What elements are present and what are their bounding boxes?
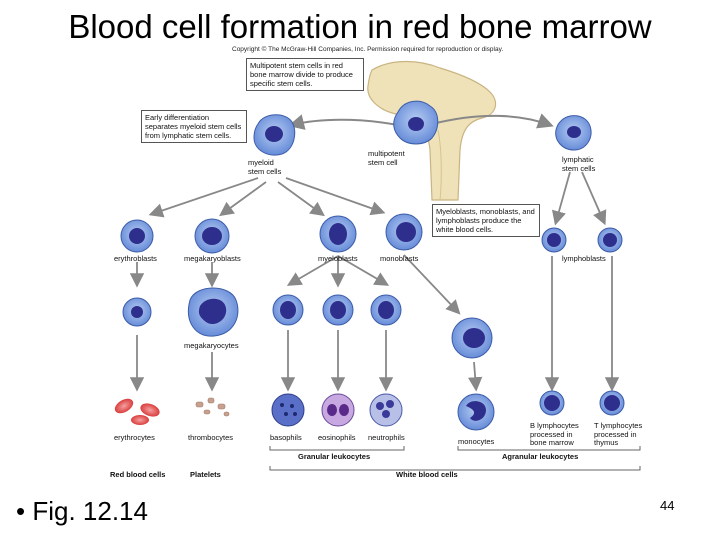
label-megakaryocytes: megakaryocytes xyxy=(184,341,239,350)
lymphatic-stem-cell xyxy=(556,116,591,150)
label-erythroblasts: erythroblasts xyxy=(114,254,157,263)
label-multipotent: multipotent stem cell xyxy=(368,149,405,167)
arrow-myeloid-myeloblast xyxy=(278,182,322,214)
note-early-differentiation: Early differentiation separates myeloid stem cells from lymphatic stem cells. xyxy=(141,110,247,143)
label-red-blood-cells: Red blood cells xyxy=(110,470,166,479)
label-erythrocytes: erythrocytes xyxy=(114,433,155,442)
arrow-to-myeloid xyxy=(292,120,398,125)
arrow-myeloid-monoblast xyxy=(286,178,382,212)
monoblast-cell xyxy=(386,214,422,250)
label-myeloid: myeloid stem cells xyxy=(248,158,282,176)
label-lymphatic: lymphatic stem cells xyxy=(562,155,596,173)
label-lymphoblasts: lymphoblasts xyxy=(562,254,606,263)
page-number: 44 xyxy=(660,498,675,513)
erythrocytes-cells xyxy=(112,396,161,425)
label-agranular-leukocytes: Agranular leukocytes xyxy=(502,452,579,461)
promyelocyte-cell-1 xyxy=(273,295,303,325)
note-stem-divide: Multipotent stem cells in red bone marrow divide to produce specific stem cells. xyxy=(246,58,364,91)
label-thrombocytes: thrombocytes xyxy=(188,433,234,442)
monocyte-cell xyxy=(458,394,494,430)
myeloid-stem-cell xyxy=(254,115,295,155)
label-eosinophils: eosinophils xyxy=(318,433,356,442)
label-platelets: Platelets xyxy=(190,470,221,479)
label-granular-leukocytes: Granular leukocytes xyxy=(298,452,371,461)
arrow-lymphatic-t xyxy=(582,172,604,222)
slide-title: Blood cell formation in red bone marrow xyxy=(68,8,652,45)
neutrophil-cell xyxy=(370,394,402,426)
note-blasts: Myeloblasts, monoblasts, and lymphoblasts produce the white blood cells. xyxy=(432,204,540,237)
megakaryocyte-cell xyxy=(188,288,238,336)
bullet-item: • Fig. 12.14 xyxy=(16,496,148,526)
eosinophil-cell xyxy=(322,394,354,426)
bullet-text: Fig. 12.14 xyxy=(32,496,148,526)
promyelocyte-cell-3 xyxy=(371,295,401,325)
label-t-lymphocytes: T lymphocytes processed in thymus xyxy=(594,421,643,447)
arrow-lymphatic-b xyxy=(556,172,570,222)
b-lymphocyte-cell xyxy=(540,391,564,415)
label-myeloblasts: myeloblasts xyxy=(318,254,358,263)
t-lymphocyte-cell xyxy=(600,391,624,415)
basophil-cell xyxy=(272,394,304,426)
promonocyte-cell xyxy=(452,318,492,358)
label-basophils: basophils xyxy=(270,433,302,442)
myeloblast-cell xyxy=(320,216,356,252)
label-neutrophils: neutrophils xyxy=(368,433,405,442)
multipotent-stem-cell xyxy=(394,101,438,144)
megakaryoblast-cell xyxy=(195,219,229,253)
lymphoblast-cell-b xyxy=(542,228,566,252)
label-megakaryoblasts: megakaryoblasts xyxy=(184,254,241,263)
label-monoblasts: monoblasts xyxy=(380,254,419,263)
thrombocytes-cells xyxy=(196,398,229,416)
promyelocyte-cell-2 xyxy=(323,295,353,325)
label-monocytes: monocytes xyxy=(458,437,495,446)
label-b-lymphocytes: B lymphocytes processed in bone marrow xyxy=(530,421,579,447)
label-white-blood-cells: White blood cells xyxy=(396,470,458,479)
arrow-myeloid-erythroblast xyxy=(152,178,258,214)
arrow-myeloid-megakaryoblast xyxy=(222,182,266,214)
copyright-notice: Copyright © The McGraw-Hill Companies, Inc. Permission required for reproduction or display. xyxy=(232,46,504,53)
erythroblast-cell xyxy=(121,220,153,252)
erythroblast-late-cell xyxy=(123,298,151,326)
lymphoblast-cell-t xyxy=(598,228,622,252)
